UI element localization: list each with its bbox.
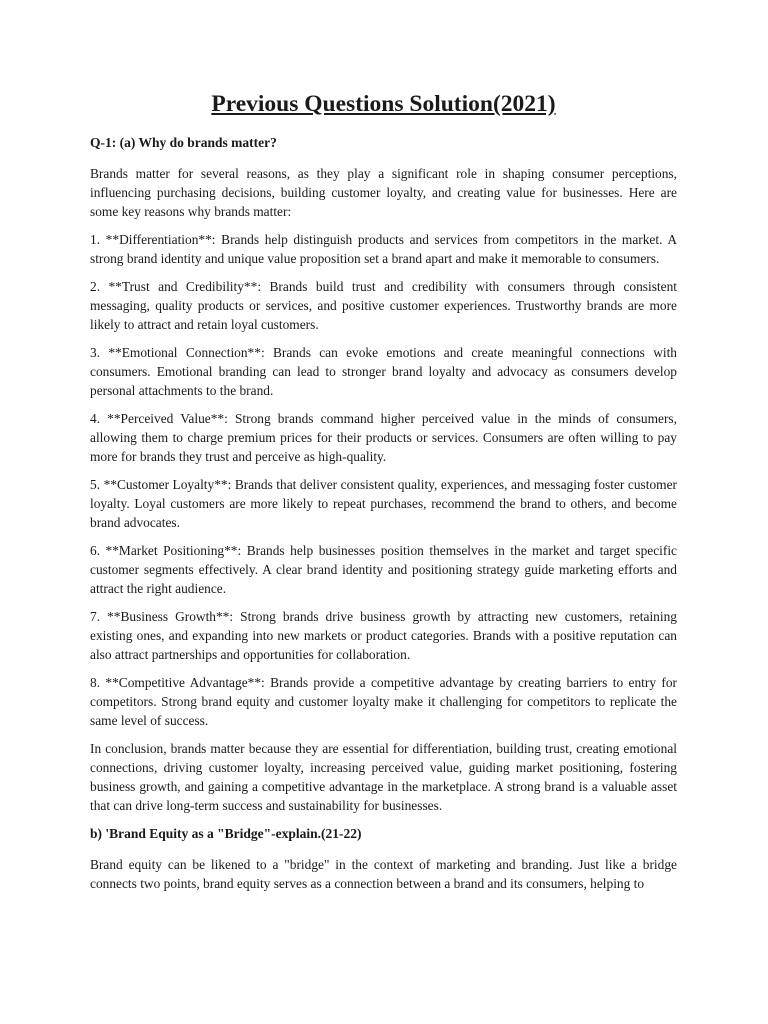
point-paragraph-2: 2. **Trust and Credibility**: Brands build trust and credibility with consumers through consistent messaging, quality products or services, and positive customer experiences. Trustworthy brands are more likely to attract and retain loyal customers. — [90, 279, 677, 332]
point-paragraph-7: 7. **Business Growth**: Strong brands drive business growth by attracting new customers, retaining existing ones, and expanding into new markets or product categories. Brands with a positive reputation can also attract partnerships and opportunities for collaboration. — [90, 609, 677, 662]
question-1b-heading: b) 'Brand Equity as a "Bridge"-explain.(21-22) — [90, 826, 362, 841]
intro-paragraph: Brands matter for several reasons, as they play a significant role in shaping consumer perceptions, influencing purchasing decisions, building customer loyalty, and creating value for businesses. Here are some key reasons why brands matter: — [90, 166, 677, 219]
point-paragraph-1: 1. **Differentiation**: Brands help distinguish products and services from competitors in the market. A strong brand identity and unique value proposition set a brand apart and make it memorable to consumers. — [90, 232, 677, 266]
conclusion-paragraph: In conclusion, brands matter because they are essential for differentiation, building trust, creating emotional connections, driving customer loyalty, increasing perceived value, guiding market positioning, fostering business growth, and gaining a competitive advantage in the marketplace. A strong brand is a valuable asset that can drive long-term success and sustainability for businesses. — [90, 741, 677, 813]
point-paragraph-6: 6. **Market Positioning**: Brands help businesses position themselves in the market and target specific customer segments effectively. A clear brand identity and positioning strategy guide marketing efforts and attract the right audience. — [90, 543, 677, 596]
point-paragraph-5: 5. **Customer Loyalty**: Brands that deliver consistent quality, experiences, and messaging foster customer loyalty. Loyal customers are more likely to repeat purchases, recommend the brand to others, and become brand advocates. — [90, 477, 677, 530]
question-1a-heading: Q-1: (a) Why do brands matter? — [90, 135, 277, 150]
page-title: Previous Questions Solution(2021) — [211, 91, 556, 117]
brand-equity-paragraph: Brand equity can be likened to a "bridge" in the context of marketing and branding. Just like a bridge connects two points, brand equity serves as a connection between a brand and its consumers, helping to — [90, 857, 677, 891]
point-paragraph-8: 8. **Competitive Advantage**: Brands provide a competitive advantage by creating barriers to entry for competitors. Strong brand equity and customer loyalty make it challenging for competitors to replicate the same level of success. — [90, 675, 677, 728]
point-paragraph-4: 4. **Perceived Value**: Strong brands command higher perceived value in the minds of consumers, allowing them to charge premium prices for their products or services. Consumers are often willing to pay more for brands they trust and perceive as high-quality. — [90, 411, 677, 464]
point-paragraph-3: 3. **Emotional Connection**: Brands can evoke emotions and create meaningful connections with consumers. Emotional branding can lead to stronger brand loyalty and advocacy as consumers develop personal attachments to the brand. — [90, 345, 677, 398]
